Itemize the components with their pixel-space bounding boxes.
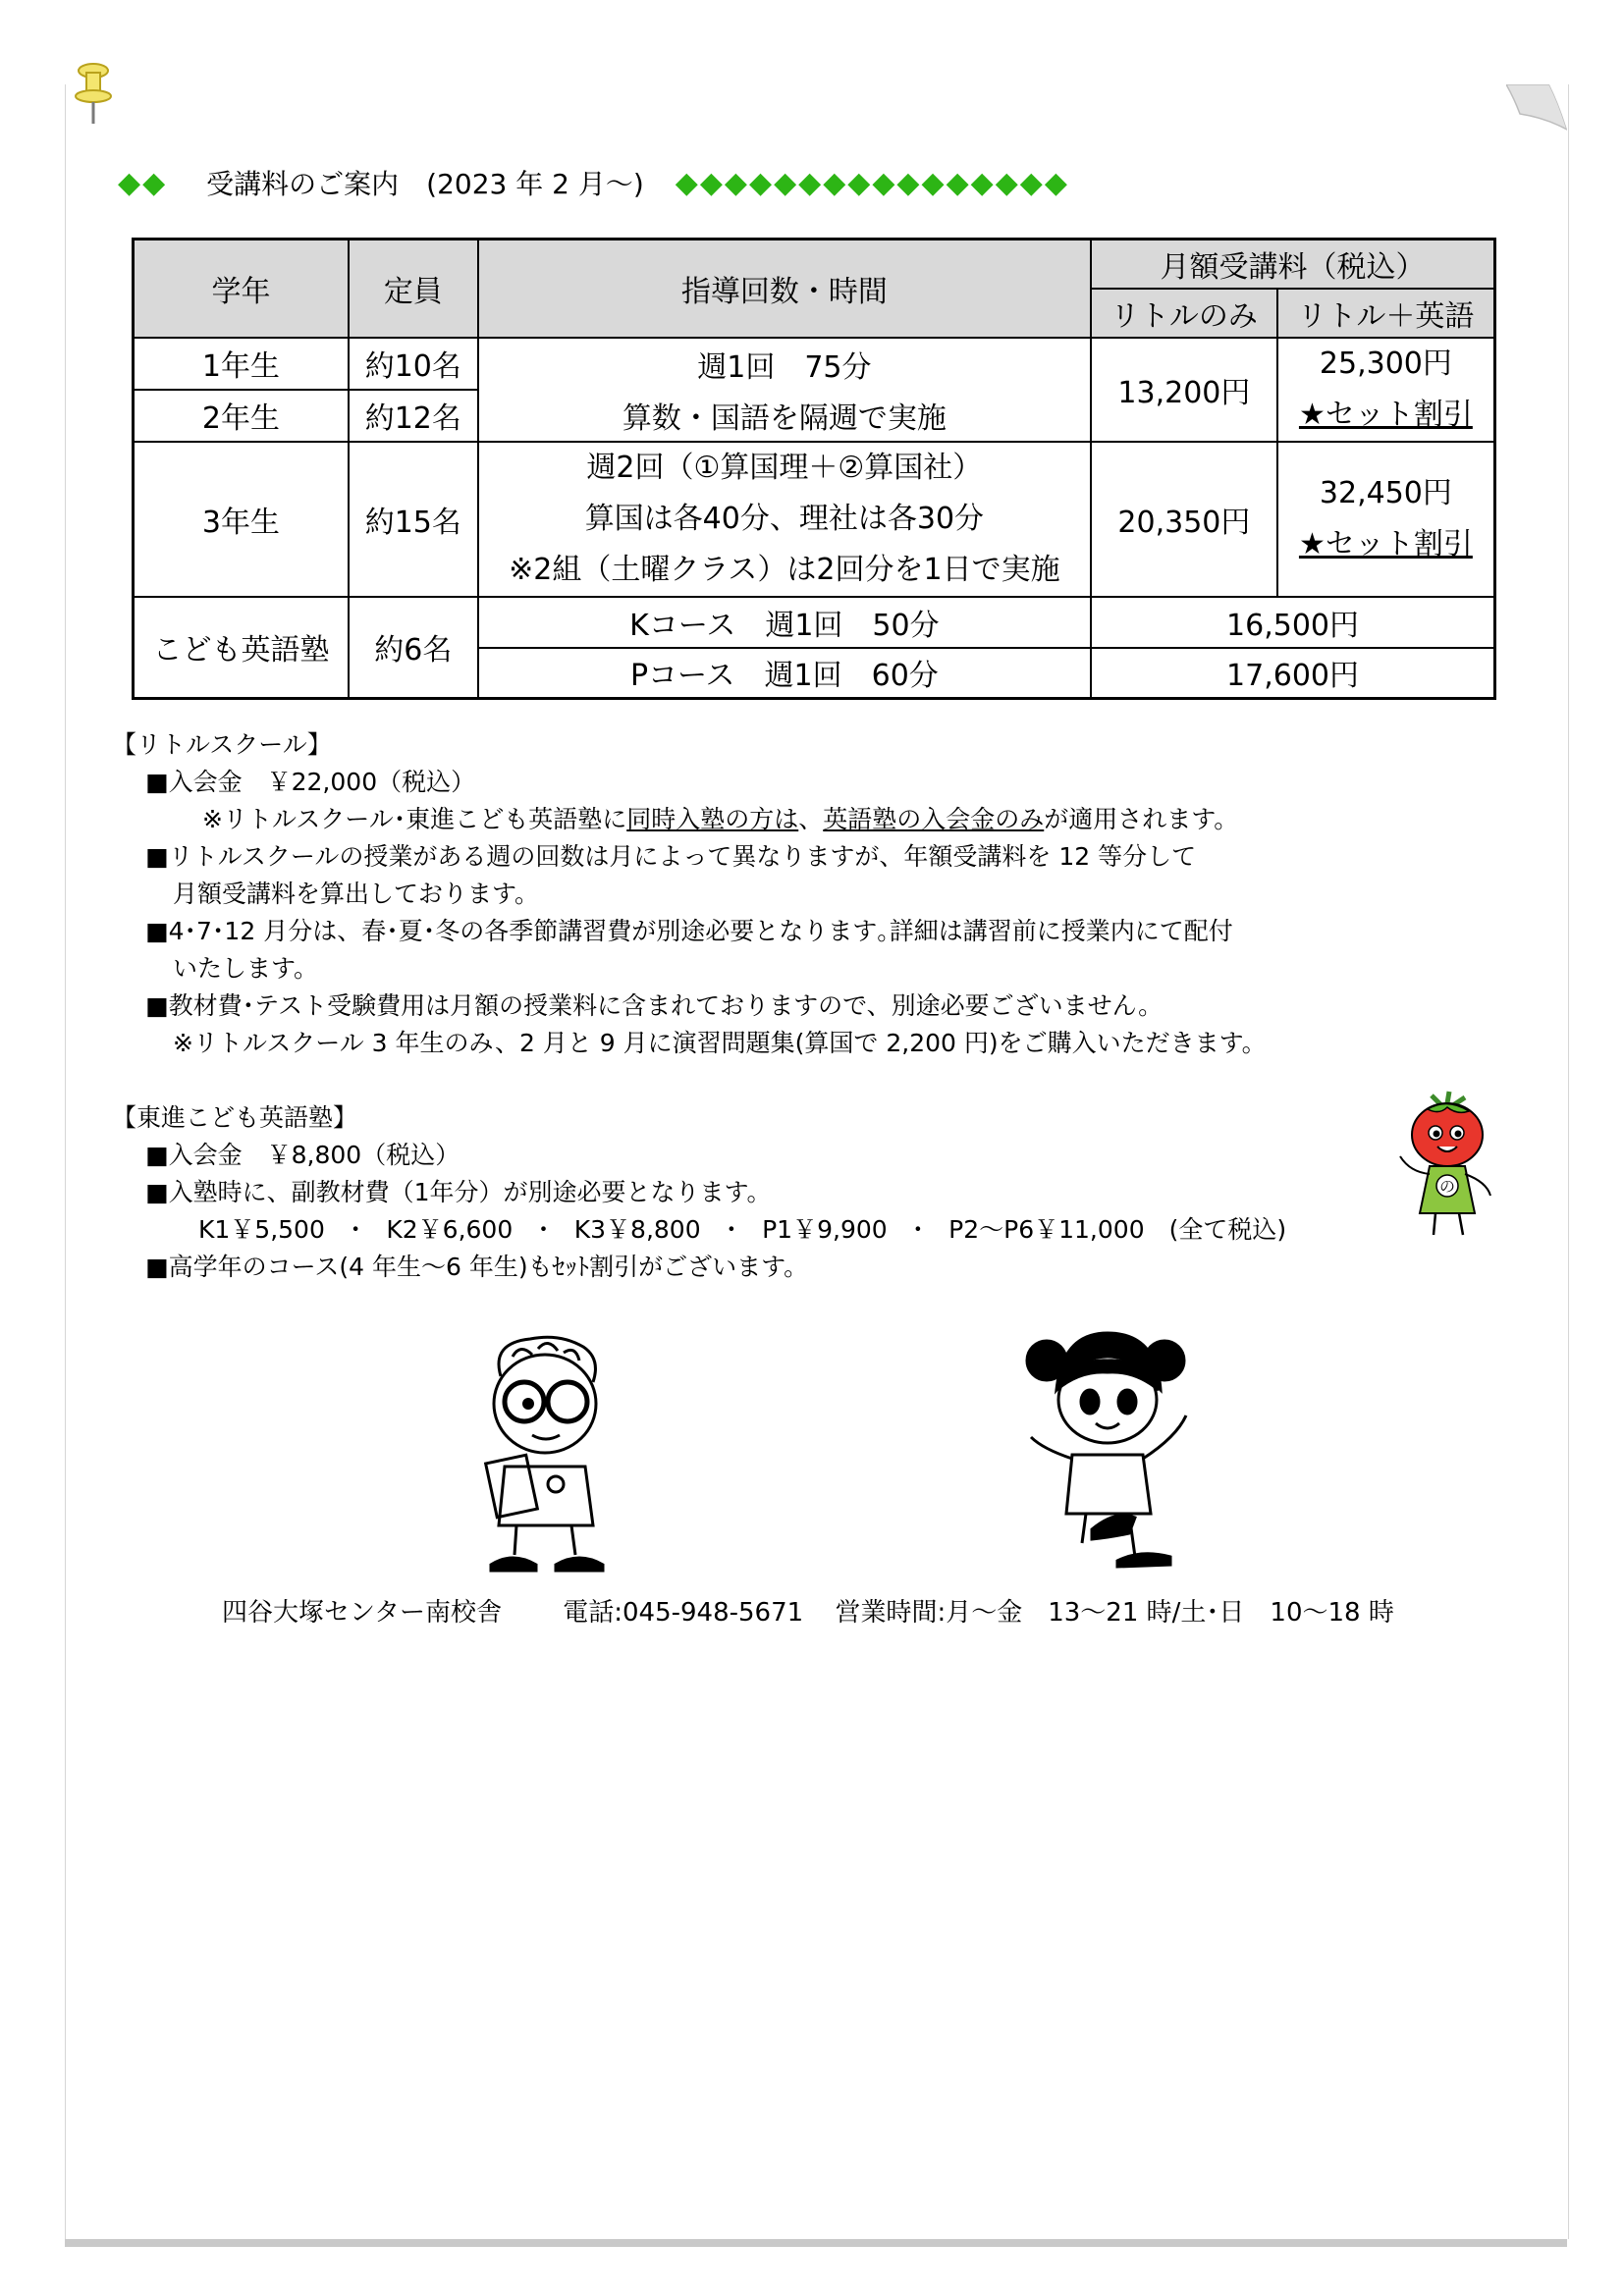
- page-title: [118, 163, 1069, 202]
- footer: [222, 1592, 1447, 1629]
- little-item-2a: ■リトルスクールの授業がある週の回数は月によって異なりますが、年額受講料を 12 等分して: [145, 842, 1197, 871]
- p-course: Pコース 週1回 60分: [478, 648, 1091, 699]
- capacity-1: 約10名: [349, 338, 478, 390]
- note-text-post: が適用されます。: [1044, 805, 1239, 833]
- set-price-g12: [1277, 338, 1495, 442]
- little-item-4: ■教材費･テスト受験費用は月額の授業料に含まれておりますので、別途必要ございません。: [145, 991, 1164, 1020]
- diamond-left-icon: ◆◆: [118, 165, 168, 200]
- little-item-3b: いたします。: [173, 954, 319, 983]
- grade-3: 3年生: [134, 442, 349, 597]
- little-item-2b: 月額受講料を算出しております。: [173, 880, 540, 908]
- svg-text:の: の: [1438, 1177, 1456, 1196]
- fee-table: [132, 238, 1496, 700]
- boy-illustration: [461, 1333, 628, 1580]
- header-monthly: 月額受講料（税込）: [1091, 240, 1494, 289]
- english-school-heading: 【東進こども英語塾】: [112, 1103, 358, 1132]
- sessions-3: [478, 442, 1091, 597]
- note-text-mid: 、: [798, 805, 824, 833]
- k-course: Kコース 週1回 50分: [478, 597, 1091, 648]
- english-material: ■入塾時に、副教材費（1年分）が別途必要となります。: [145, 1178, 772, 1206]
- grade-english: こども英語塾: [134, 597, 349, 699]
- footer-phone: 電話:045-948-5671: [563, 1598, 804, 1628]
- note-underlined-1: 同時入塾の方は: [626, 805, 799, 833]
- header-little-only: リトルのみ: [1091, 289, 1277, 338]
- capacity-english: 約6名: [349, 597, 478, 699]
- little-entry-note: [202, 801, 1286, 838]
- english-material-prices: K1￥5,500 ･ K2￥6,600 ･ K3￥8,800 ･ P1￥9,900 ･ P2〜P6￥11,000 (全て税込): [198, 1215, 1287, 1244]
- grade-1: 1年生: [134, 338, 349, 390]
- price-g12: 13,200円: [1091, 338, 1277, 442]
- k-course-price: 16,500円: [1091, 597, 1494, 648]
- sessions-3-line-3: ※2組（土曜クラス）は2回分を1日で実施: [509, 552, 1060, 587]
- sessions-2: 算数・国語を隔週で実施: [478, 390, 1091, 442]
- push-pin-icon: [73, 61, 114, 126]
- girl-illustration: [1013, 1321, 1210, 1573]
- set-discount-g3: ★セット割引: [1298, 526, 1473, 561]
- footer-school: 四谷大塚センター南校舎: [222, 1598, 502, 1628]
- page-curl-icon: [1506, 84, 1567, 133]
- sessions-3-line-2: 算国は各40分、理社は各30分: [584, 501, 985, 536]
- tomato-mascot-illustration: [1392, 1088, 1500, 1245]
- sessions-3-line-1: 週2回（①算国理＋②算国社）: [586, 450, 983, 485]
- p-course-price: 17,600円: [1091, 648, 1494, 699]
- header-sessions: 指導回数・時間: [478, 240, 1091, 338]
- capacity-2: 約12名: [349, 390, 478, 442]
- diamond-right-icon: ◆◆◆◆◆◆◆◆◆◆◆◆◆◆◆◆: [675, 165, 1069, 200]
- capacity-3: 約15名: [349, 442, 478, 597]
- sessions-1: 週1回 75分: [478, 338, 1091, 390]
- set-price-g12-value: 25,300円: [1319, 346, 1452, 381]
- note-underlined-2: 英語塾の入会金のみ: [823, 805, 1045, 833]
- little-item-3a: ■4･7･12 月分は、春･夏･冬の各季節講習費が別途必要となります｡詳細は講習前に授業内にて配付: [145, 917, 1233, 945]
- header-capacity: 定員: [349, 240, 478, 338]
- english-upper-grades: ■高学年のコース(4 年生〜6 年生)もｾｯﾄ割引がございます。: [145, 1253, 809, 1281]
- header-grade: 学年: [134, 240, 349, 338]
- grade-2: 2年生: [134, 390, 349, 442]
- note-text: ※リトルスクール･東進こども英語塾に: [202, 805, 627, 833]
- little-school-heading: 【リトルスクール】: [112, 730, 332, 759]
- footer-hours: 営業時間:月〜金 13〜21 時/土･日 10〜18 時: [835, 1598, 1394, 1628]
- title-text: 受講料のご案内 (2023 年 2 月〜): [206, 168, 644, 200]
- header-little-english: リトル＋英語: [1277, 289, 1495, 338]
- set-price-g3-value: 32,450円: [1319, 475, 1452, 510]
- little-item-4-note: ※リトルスクール 3 年生のみ、2 月と 9 月に演習問題集(算国で 2,200 円)をご購入いただきます。: [173, 1029, 1267, 1057]
- price-g3: 20,350円: [1091, 442, 1277, 597]
- english-entry-fee: ■入会金 ￥8,800（税込）: [145, 1141, 460, 1169]
- set-price-g3: [1277, 442, 1495, 597]
- notes-section: [112, 726, 1286, 1286]
- little-entry-fee: ■入会金 ￥22,000（税込）: [145, 768, 476, 796]
- set-discount-g12: ★セット割引: [1298, 397, 1473, 432]
- paper-shadow: [65, 2239, 1567, 2247]
